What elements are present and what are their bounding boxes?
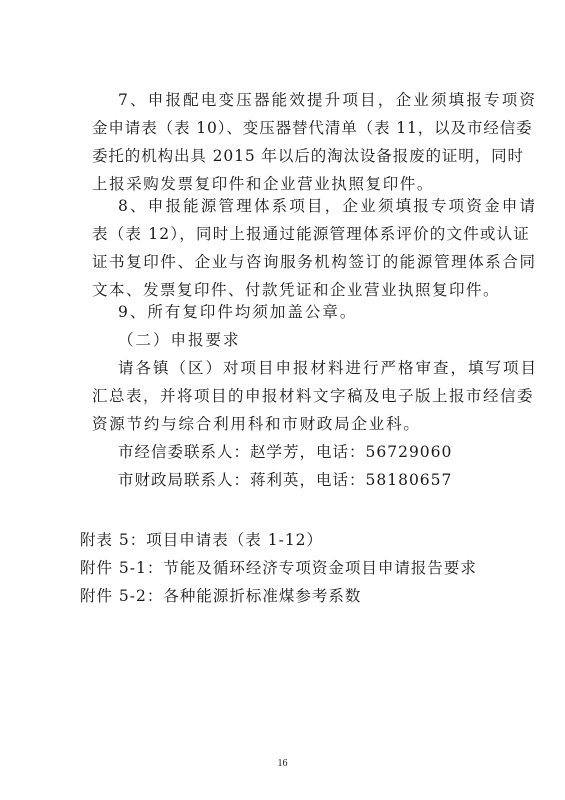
- attachment-item: 附件 5-1：节能及循环经济专项资金项目申请报告要求: [80, 559, 477, 577]
- paragraph-line: 市财政局联系人：蒋利英，电话：58180657: [118, 471, 453, 489]
- paragraph-line: （二）申报要求: [118, 331, 241, 349]
- paragraph-line: 证书复印件、企业与咨询服务机构签订的能源管理体系合同: [92, 253, 537, 271]
- paragraph-line: 请各镇（区）对项目申报材料进行严格审查，填写项目: [118, 359, 539, 377]
- paragraph-line: 文本、发票复印件、付款凭证和企业营业执照复印件。: [92, 281, 501, 299]
- paragraph-line: 资源节约与综合利用科和市财政局企业科。: [92, 415, 421, 433]
- paragraph-line: 上报采购发票复印件和企业营业执照复印件。: [92, 175, 435, 193]
- paragraph-line: 8、申报能源管理体系项目，企业须填报专项资金申请: [118, 197, 538, 215]
- attachment-item: 附件 5-2：各种能源折标准煤参考系数: [80, 587, 362, 605]
- paragraph-line: 市经信委联系人：赵学芳，电话：56729060: [118, 443, 453, 461]
- page-number: 16: [277, 758, 288, 769]
- paragraph-line: 表（表 12），同时上报通过能源管理体系评价的文件或认证: [92, 225, 531, 243]
- attachment-item: 附表 5：项目申请表（表 1-12）: [80, 531, 324, 549]
- paragraph-line: 9、所有复印件均须加盖公章。: [118, 303, 358, 321]
- paragraph-line: 汇总表，并将项目的申报材料文字稿及电子版上报市经信委: [92, 387, 535, 405]
- paragraph-line: 7、申报配电变压器能效提升项目，企业须填报专项资: [118, 91, 538, 109]
- paragraph-line: 金申请表（表 10）、变压器替代清单（表 11，以及市经信委: [92, 119, 533, 137]
- paragraph-line: 委托的机构出具 2015 年以后的淘汰设备报废的证明，同时: [92, 147, 524, 165]
